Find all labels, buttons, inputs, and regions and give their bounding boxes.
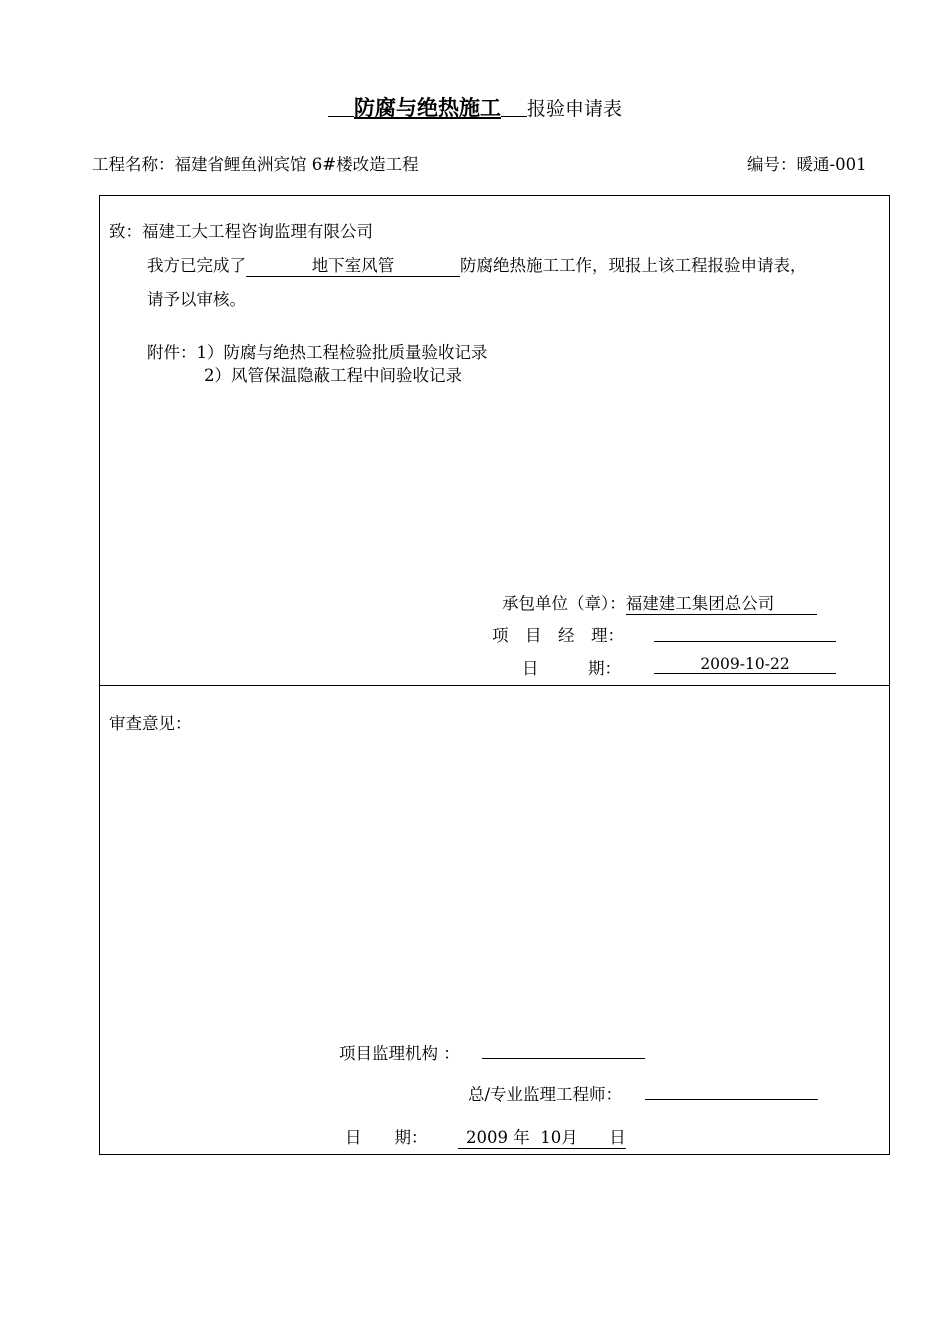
manager-field bbox=[654, 623, 836, 642]
body-line-1 bbox=[147, 252, 807, 277]
attach-label: 附件： bbox=[147, 343, 197, 362]
engineer-label: 总/专业监理工程师： bbox=[468, 1085, 623, 1104]
project-name: 福建省鲤鱼洲宾馆 6#楼改造工程 bbox=[174, 155, 419, 174]
body-line-2: 请予以审核。 bbox=[147, 290, 246, 309]
title-main: 防腐与绝热施工 bbox=[328, 96, 527, 120]
project-name-row bbox=[92, 151, 419, 175]
date-label-2: 日 期： bbox=[345, 1128, 428, 1147]
to-label: 致： bbox=[109, 222, 142, 241]
supervision-org-field bbox=[482, 1040, 645, 1059]
addressee-row bbox=[109, 218, 373, 242]
attachment-2: 2）风管保温隐蔽工程中间验收记录 bbox=[204, 366, 462, 385]
engineer-field bbox=[645, 1081, 818, 1100]
number-value: 暖通-001 bbox=[796, 155, 867, 174]
date-value-2: 2009 年 10月 日 bbox=[458, 1124, 626, 1149]
body-suffix: 防腐绝热施工工作，现报上该工程报验申请表， bbox=[460, 256, 807, 275]
body-prefix: 我方已完成了 bbox=[147, 256, 246, 275]
form-title bbox=[0, 92, 950, 122]
title-sub: 报验申请表 bbox=[526, 98, 622, 120]
date-label-1: 日 期： bbox=[522, 659, 621, 678]
contractor-label: 承包单位（章）： bbox=[502, 594, 626, 613]
manager-label: 项 目 经 理： bbox=[492, 626, 624, 645]
date-value-1: 2009-10-22 bbox=[654, 655, 836, 674]
number-label: 编号： bbox=[747, 155, 797, 174]
attachment-1: 1）防腐与绝热工程检验批质量验收记录 bbox=[196, 343, 488, 362]
supervision-org-label: 项目监理机构 ： bbox=[339, 1044, 460, 1063]
review-label: 审查意见： bbox=[109, 714, 192, 733]
contractor-row bbox=[502, 590, 817, 615]
to-org: 福建工大工程咨询监理有限公司 bbox=[142, 222, 373, 241]
contractor-value: 福建建工集团总公司 bbox=[626, 590, 817, 615]
form-number-row bbox=[747, 151, 867, 175]
attachment-1-row bbox=[147, 339, 488, 363]
work-item: 地下室风管 bbox=[246, 252, 460, 277]
project-label: 工程名称： bbox=[92, 155, 175, 174]
